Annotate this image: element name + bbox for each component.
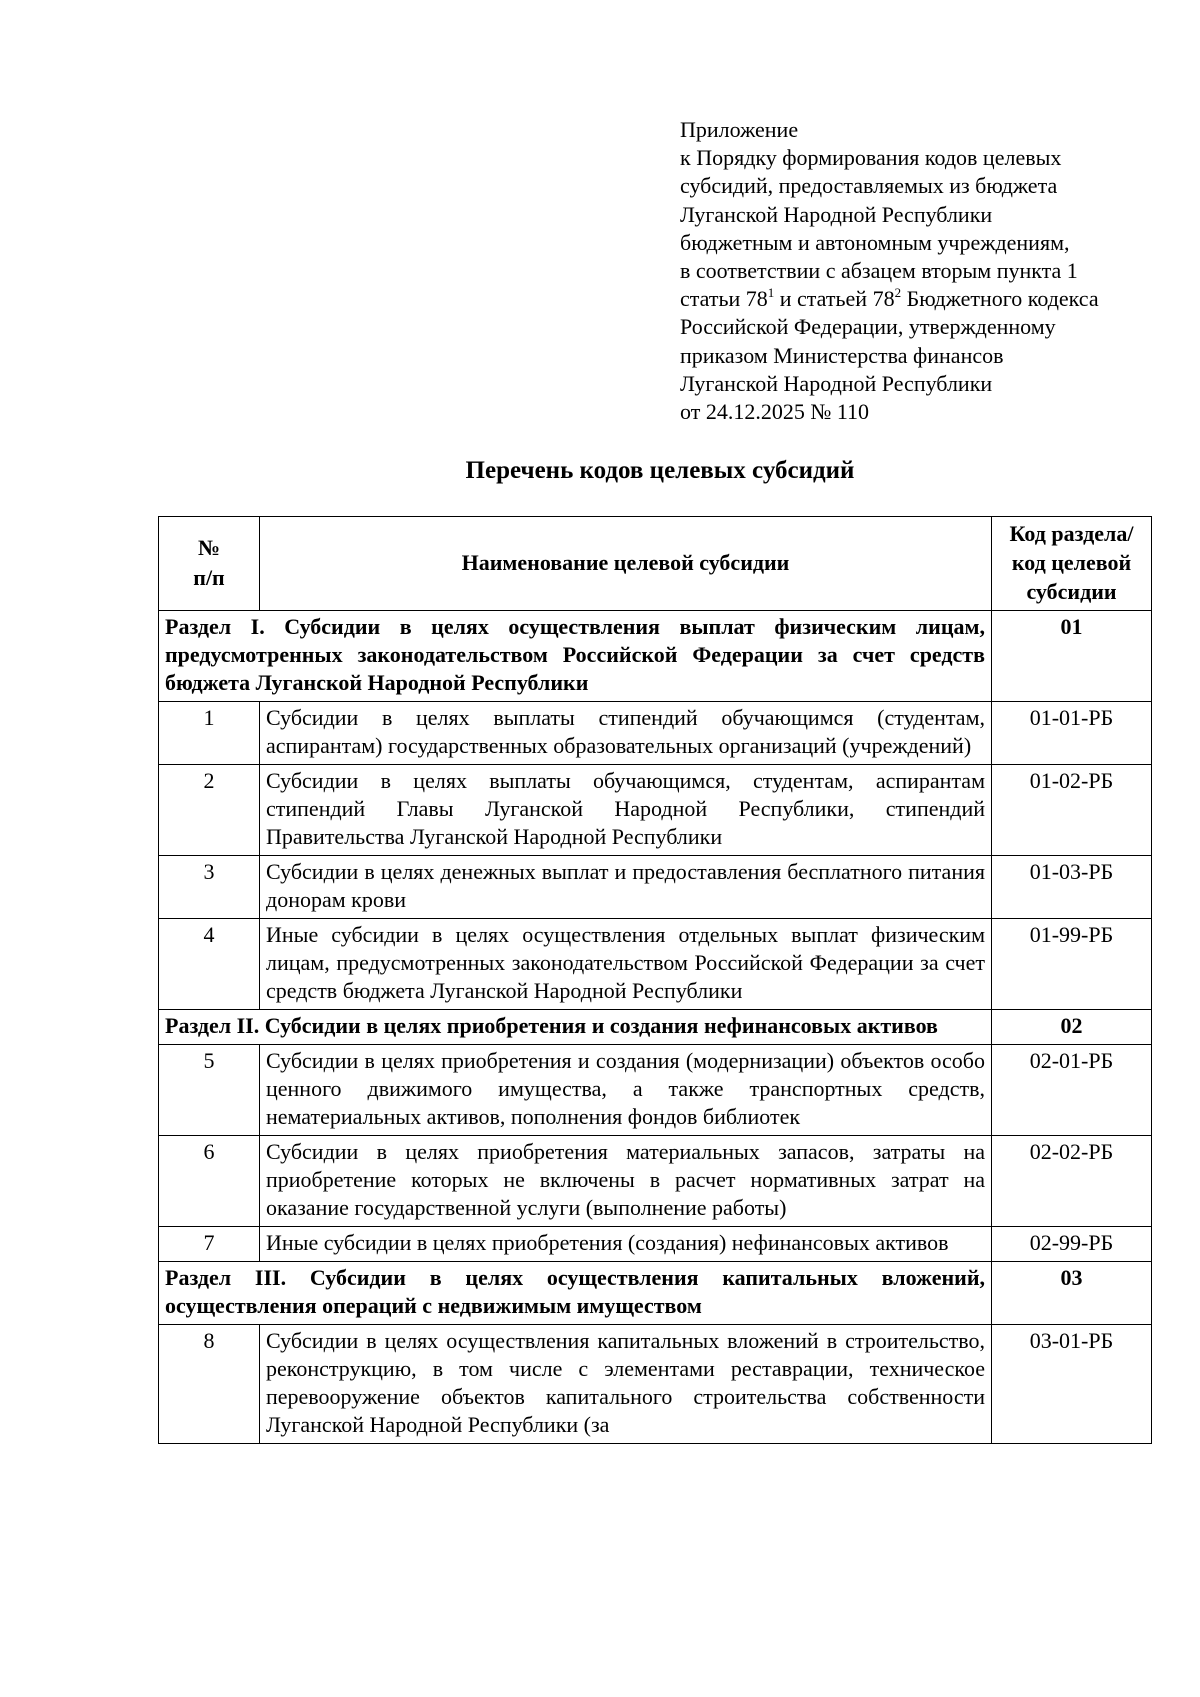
row-name: Субсидии в целях приобретения материальных запасов, затраты на приобретение которых не включены в расчет нормативных затрат на оказание государственной услуги (выполнение работы) bbox=[260, 1136, 992, 1227]
header-num-line: п/п bbox=[193, 564, 225, 590]
row-name: Иные субсидии в целях приобретения (создания) нефинансовых активов bbox=[260, 1227, 992, 1262]
row-name: Субсидии в целях денежных выплат и предоставления бесплатного питания донорам крови bbox=[260, 856, 992, 919]
row-num: 8 bbox=[159, 1325, 260, 1444]
article-text: Бюджетного кодекса bbox=[901, 286, 1099, 312]
header-code bbox=[992, 517, 1152, 611]
row-num: 1 bbox=[159, 702, 260, 765]
appendix-line: от 24.12.2025 № 110 bbox=[680, 399, 869, 425]
section-row bbox=[159, 1262, 1152, 1325]
table-row bbox=[159, 702, 1152, 765]
article-text: статьи 78 bbox=[680, 286, 768, 312]
row-num: 7 bbox=[159, 1227, 260, 1262]
appendix-line: Российской Федерации, утвержденному bbox=[680, 314, 1056, 340]
appendix-line: в соответствии с абзацем вторым пункта 1 bbox=[680, 258, 1078, 284]
header-num bbox=[159, 517, 260, 611]
article-text: и статьей 78 bbox=[774, 286, 895, 312]
appendix-line: приказом Министерства финансов bbox=[680, 342, 1004, 368]
table-row bbox=[159, 765, 1152, 856]
row-name: Субсидии в целях выплаты стипендий обучающимся (студентам, аспирантам) государственных образовательных организаций (учреждений) bbox=[260, 702, 992, 765]
row-name: Субсидии в целях выплаты обучающимся, студентам, аспирантам стипендий Главы Луганской Народной Республики, стипендий Правительства Луганской Народной Республики bbox=[260, 765, 992, 856]
subsidy-codes-table bbox=[158, 516, 1152, 1444]
row-name: Субсидии в целях осуществления капитальных вложений в строительство, реконструкцию, в том числе с элементами реставрации, техническое перевооружение объектов капитального строительства собственности Луганской Народной Республики (за bbox=[260, 1325, 992, 1444]
header-code-line: Код раздела/ bbox=[1009, 521, 1134, 546]
row-code: 02-02-РБ bbox=[992, 1136, 1152, 1227]
table-header-row bbox=[159, 517, 1152, 611]
row-num: 4 bbox=[159, 919, 260, 1010]
section-title: Раздел I. Субсидии в целях осуществления выплат физическим лицам, предусмотренных законодательством Российской Федерации за счет средств бюджета Луганской Народной Республики bbox=[159, 611, 992, 702]
section-code: 01 bbox=[992, 611, 1152, 702]
section-code: 02 bbox=[992, 1010, 1152, 1045]
row-num: 6 bbox=[159, 1136, 260, 1227]
appendix-line: субсидий, предоставляемых из бюджета bbox=[680, 173, 1058, 199]
table-row bbox=[159, 1045, 1152, 1136]
section-row bbox=[159, 611, 1152, 702]
header-name: Наименование целевой субсидии bbox=[260, 517, 992, 611]
row-code: 01-02-РБ bbox=[992, 765, 1152, 856]
table-row bbox=[159, 919, 1152, 1010]
row-code: 01-03-РБ bbox=[992, 856, 1152, 919]
table-row bbox=[159, 1227, 1152, 1262]
row-code: 02-01-РБ bbox=[992, 1045, 1152, 1136]
appendix-line: Приложение bbox=[680, 117, 799, 142]
header-num-line: № bbox=[197, 534, 221, 560]
section-title: Раздел II. Субсидии в целях приобретения и создания нефинансовых активов bbox=[159, 1010, 992, 1045]
superscript: 2 bbox=[894, 285, 902, 301]
section-code: 03 bbox=[992, 1262, 1152, 1325]
superscript: 1 bbox=[767, 285, 775, 301]
appendix-line: Луганской Народной Республики bbox=[680, 201, 993, 227]
section-title: Раздел III. Субсидии в целях осуществления капитальных вложений, осуществления операций с недвижимым имуществом bbox=[159, 1262, 992, 1325]
table-row bbox=[159, 1325, 1152, 1444]
document-title: Перечень кодов целевых субсидий bbox=[465, 457, 855, 484]
appendix-block bbox=[680, 116, 1180, 426]
row-name: Субсидии в целях приобретения и создания (модернизации) объектов особо ценного движимого имущества, а также транспортных средств, нематериальных активов, пополнения фондов библиотек bbox=[260, 1045, 992, 1136]
section-row bbox=[159, 1010, 1152, 1045]
appendix-line: Луганской Народной Республики bbox=[680, 370, 993, 396]
appendix-line: бюджетным и автономным учреждениям, bbox=[680, 229, 1070, 255]
row-num: 3 bbox=[159, 856, 260, 919]
row-name: Иные субсидии в целях осуществления отдельных выплат физическим лицам, предусмотренных законодательством Российской Федерации за счет средств бюджета Луганской Народной Республики bbox=[260, 919, 992, 1010]
row-code: 01-01-РБ bbox=[992, 702, 1152, 765]
appendix-line: к Порядку формирования кодов целевых bbox=[680, 145, 1062, 171]
appendix-article-line bbox=[680, 285, 1180, 313]
row-code: 03-01-РБ bbox=[992, 1325, 1152, 1444]
row-num: 2 bbox=[159, 765, 260, 856]
row-num: 5 bbox=[159, 1045, 260, 1136]
table-row bbox=[159, 1136, 1152, 1227]
row-code: 01-99-РБ bbox=[992, 919, 1152, 1010]
header-code-line: код целевой bbox=[1011, 550, 1132, 575]
header-code-line: субсидии bbox=[1026, 579, 1117, 604]
row-code: 02-99-РБ bbox=[992, 1227, 1152, 1262]
table-row bbox=[159, 856, 1152, 919]
